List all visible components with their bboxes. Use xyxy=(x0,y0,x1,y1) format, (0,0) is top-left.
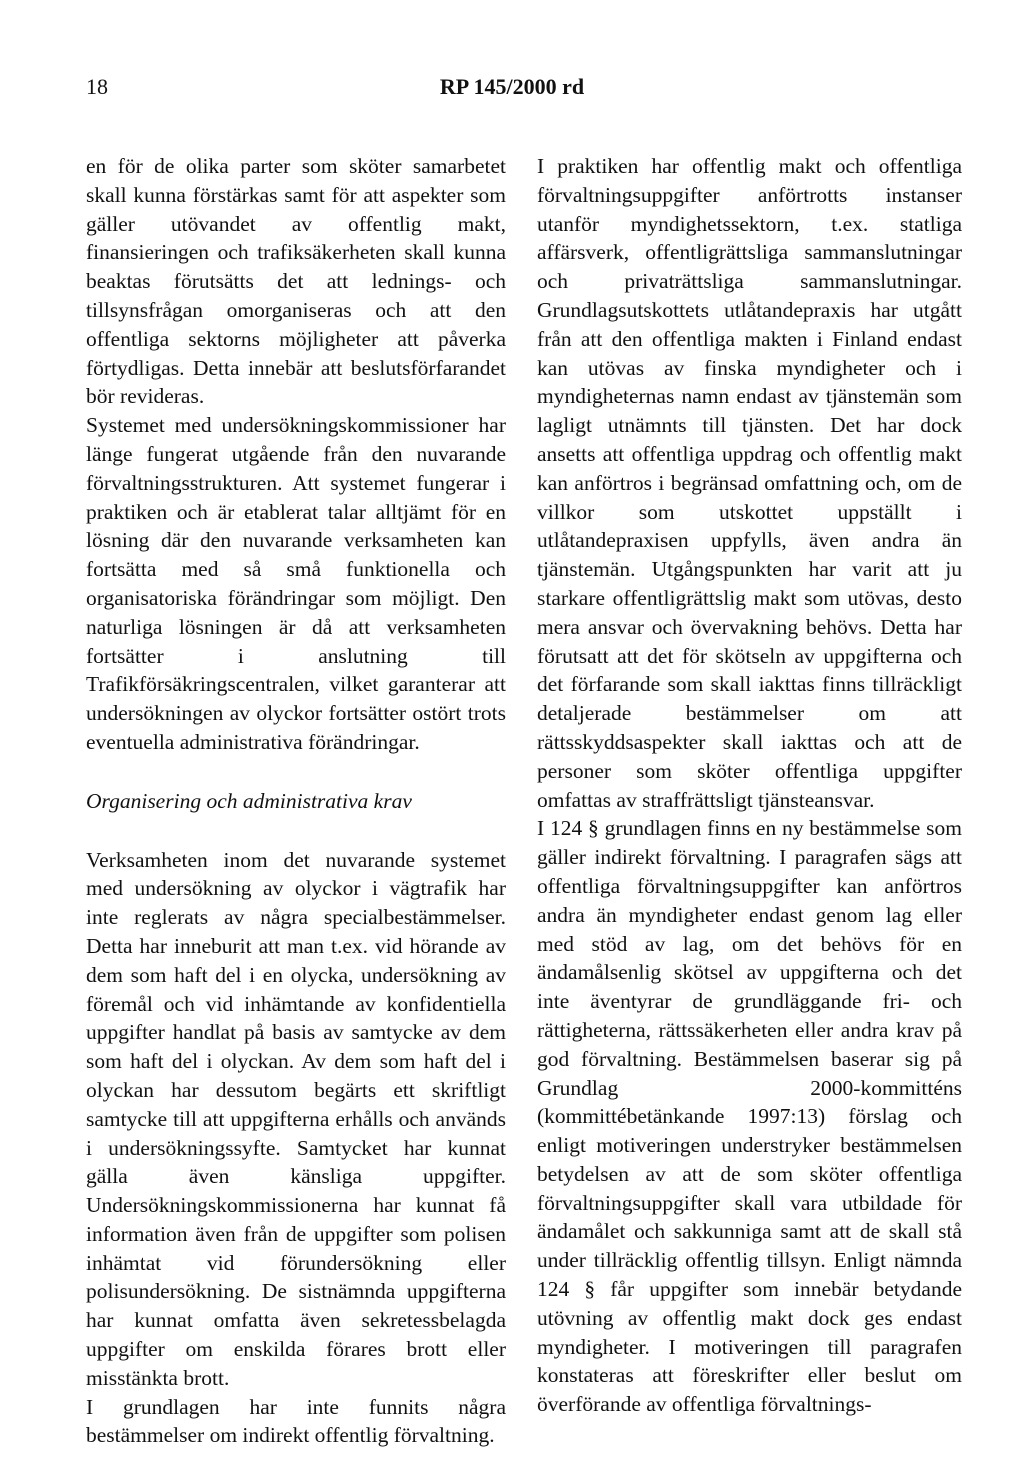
right-column xyxy=(537,152,962,1419)
right-paragraph-1: I praktiken har offentlig makt och offentliga förvaltningsuppgifter anförtrotts instanser utanför myndighetssektorn, t.ex. statliga affärsverk, offentligrättsliga sammanslutningar och privaträttsliga sammanslutningar. Grundlagsutskottets utlåtandepraxis har utgått från att den offentliga makten i Finland endast kan utövas av finska myndigheter och i myndigheternas namn endast av tjänstemän som lagligt utnämnts till tjänsten. Det har dock ansetts att offentliga uppdrag och offentlig makt kan anförtros i begränsad omfattning och, om de villkor som utskottet uppställt i utlåtandepraxisen uppfylls, även andra än tjänstemän. Utgångspunkten har varit att ju starkare offentligrättslig makt som utövas, desto mera ansvar och övervakning behövs. Detta har förutsatt att det för skötseln av uppgifterna och det förfarande som skall iakttas finns tillräckligt detaljerade bestämmelser om att rättsskyddsaspekter skall iakttas och att de personer som sköter offentliga uppgifter omfattas av straffrättsligt tjänsteansvar. xyxy=(537,154,962,812)
right-paragraph-2: I 124 § grundlagen finns en ny bestämmelse som gäller indirekt förvaltning. I paragrafen sägs att offentliga förvaltningsuppgifter kan anförtros andra än myndigheter endast genom lag eller med stöd av lag, om det behövs för en ändamålsenlig skötsel av uppgifterna och det inte äventyrar de grundläggande fri- och rättigheterna, rättssäkerheten eller andra krav på god förvaltning. Bestämmelsen baserar sig på Grundlag 2000-kommitténs (kommittébetänkande 1997:13) förslag och enligt motiveringen understryker bestämmelsen betydelsen av att de som sköter offentliga förvaltningsuppgifter skall vara utbildade för ändamålet och sakkunniga samt att de skall stå under tillräcklig offentlig tillsyn. Enligt nämnda 124 § får uppgifter som innebär betydande utövning av offentlig makt dock ges endast myndigheter. I motiveringen till paragrafen konstateras att föreskrifter eller beslut om överförande av offentliga förvaltnings- xyxy=(537,816,962,1417)
left-paragraph-4: I grundlagen har inte funnits några bestämmelser om indirekt offentlig förvaltning. xyxy=(86,1394,506,1448)
left-paragraph-2: Systemet med undersökningskommissioner har länge fungerat utgående från den nuvarande förvaltningsstrukturen. Att systemet fungerar i praktiken och är etablerat talar alltjämt för en lösning där den nuvarande verksamheten kan fortsätta med så små funktionella och organisatoriska förändringar som möjligt. Den naturliga lösningen är då att verksamheten fortsätter i anslutning till Trafikförsäkringscentralen, vilket garanterar att undersökningen av olyckor fortsätter ostört trots eventuella administrativa förändringar. xyxy=(86,413,506,754)
left-paragraph-1: en för de olika parter som sköter samarbetet skall kunna förstärkas samt för att aspekter som gäller utövandet av offentlig makt, finansieringen och trafiksäkerheten skall kunna beaktas förutsätts det att lednings- och tillsynsfrågan omorganiseras och att den offentliga sektorns möjligheter att påverka förtydligas. Detta innebär att beslutsförfarandet bör revideras. xyxy=(86,154,506,409)
page-number: 18 xyxy=(86,74,108,99)
section-heading: Organisering och administrativa krav xyxy=(86,788,412,813)
document-title: RP 145/2000 rd xyxy=(439,74,585,99)
left-column xyxy=(86,152,506,1450)
left-paragraph-3: Verksamheten inom det nuvarande systemet med undersökning av olyckor i vägtrafik har inte reglerats av några specialbestämmelser. Detta har inneburit att man t.ex. vid hörande av dem som haft del i en olycka, undersökning av föremål och vid inhämtande av konfidentiella uppgifter handlat på basis av samtycke av dem som haft del i olyckan. Av dem som haft del i olyckan har dessutom begärts ett skriftligt samtycke till att uppgifterna erhålls och används i undersökningssyfte. Samtycket har kunnat gälla även känsliga uppgifter. Undersökningskommissionerna har kunnat få information även från de uppgifter som polisen inhämtat vid förundersökning eller polisundersökning. De sistnämnda uppgifterna har kunnat omfatta även sekretessbelagda uppgifter om enskilda förares brott eller misstänkta brott. xyxy=(86,847,506,1390)
